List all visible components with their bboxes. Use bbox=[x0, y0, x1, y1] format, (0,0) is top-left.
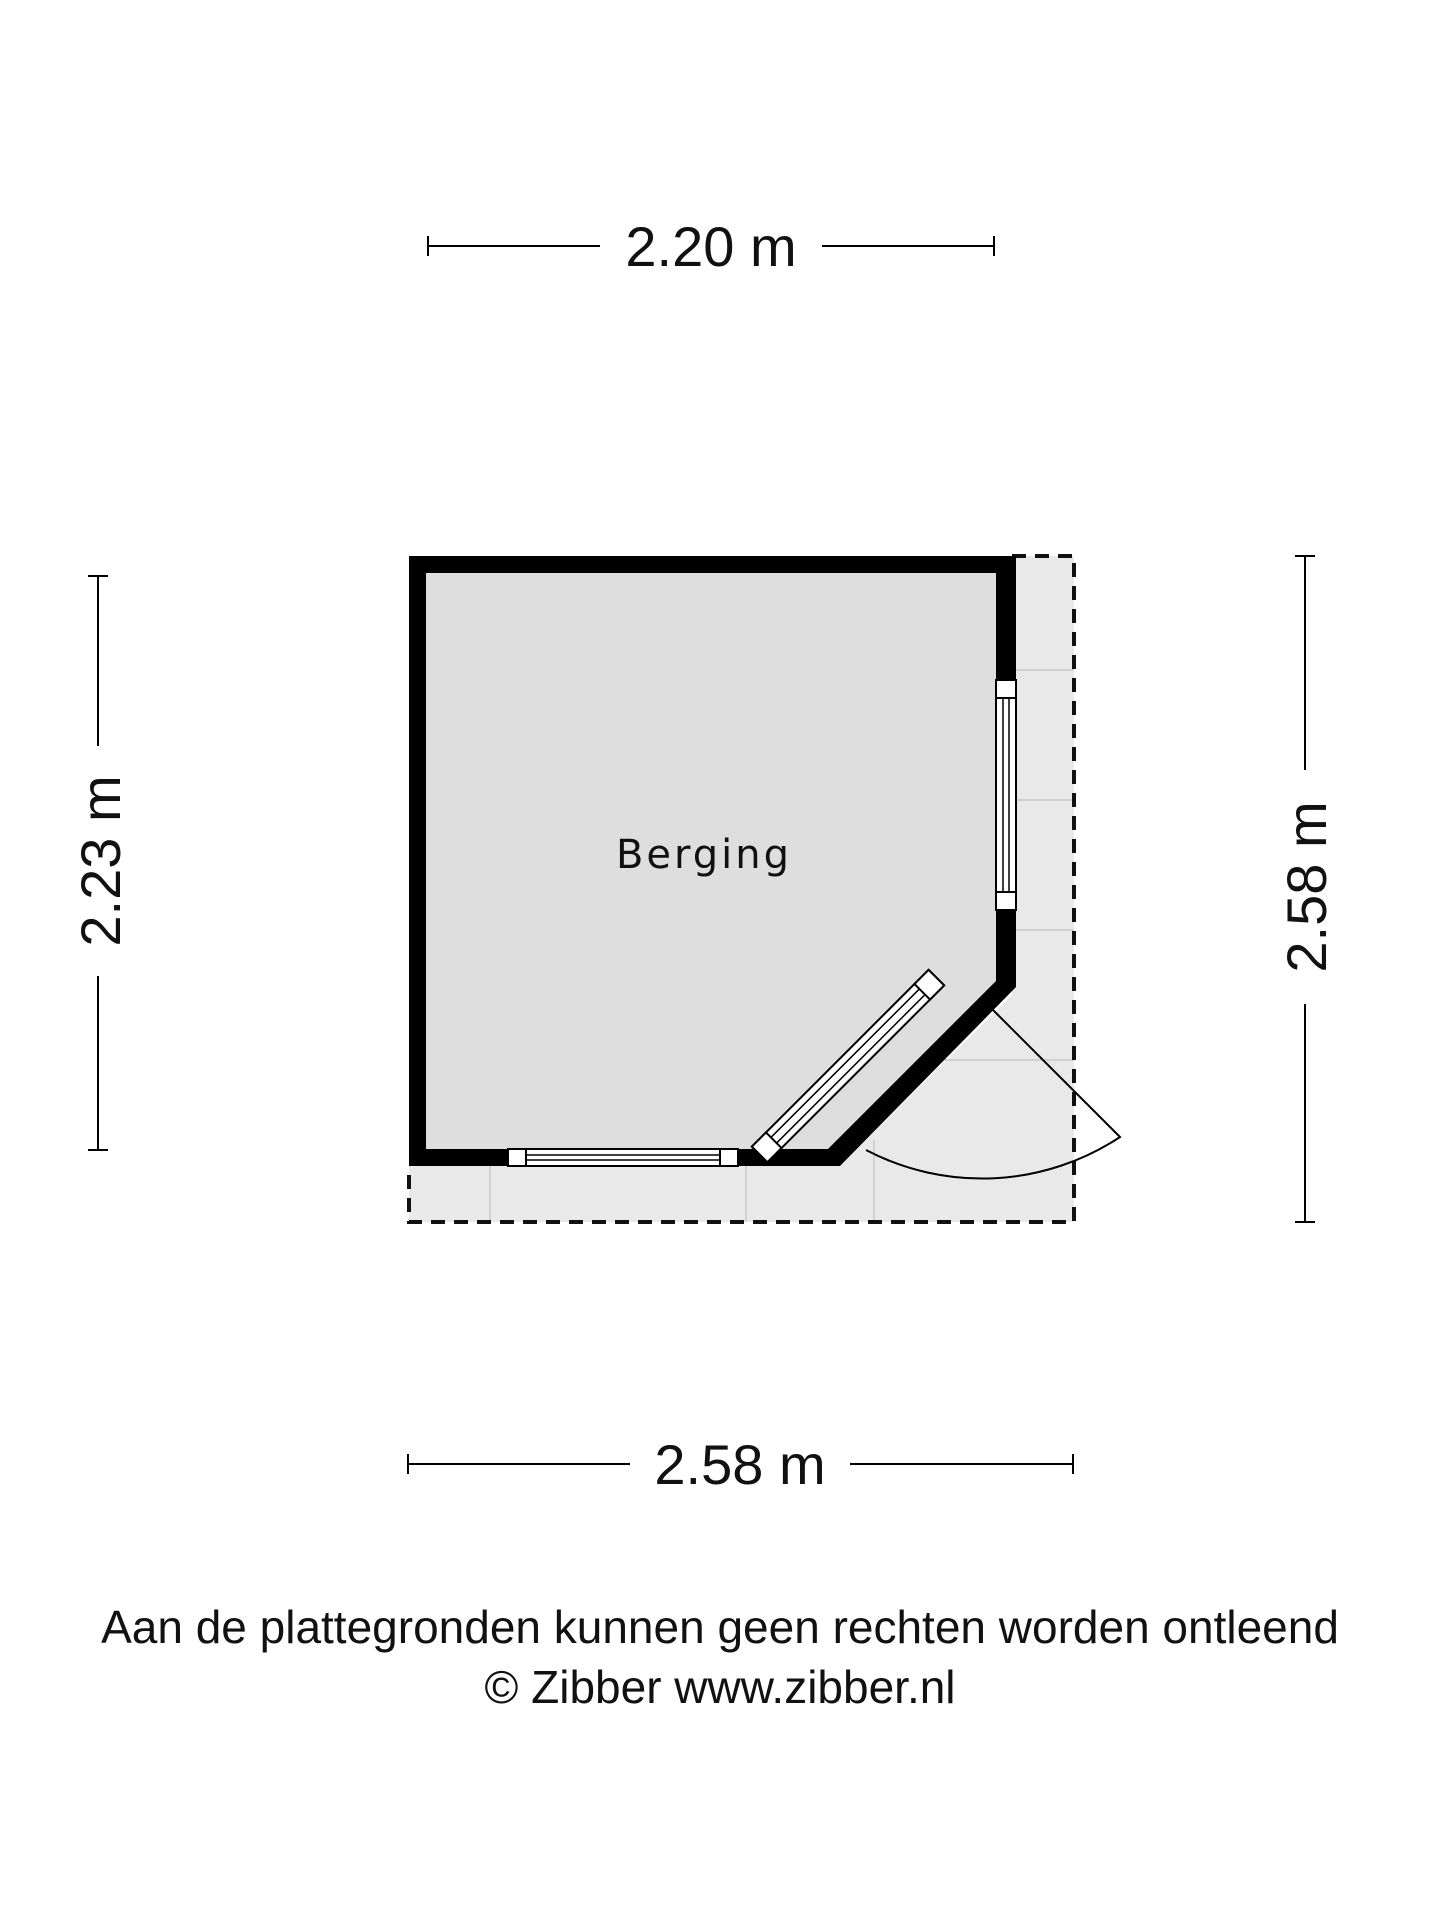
disclaimer-text: Aan de plattegronden kunnen geen rechten worden ontleend bbox=[101, 1601, 1339, 1653]
dimension-right-label: 2.58 m bbox=[1275, 801, 1338, 973]
dimension-right bbox=[1275, 556, 1338, 1222]
dimension-top bbox=[428, 215, 994, 278]
room-label: Berging bbox=[615, 832, 793, 878]
window-bottom bbox=[508, 1149, 738, 1166]
dimension-bottom-label: 2.58 m bbox=[654, 1433, 826, 1496]
window-right bbox=[996, 680, 1016, 910]
dimension-top-label: 2.20 m bbox=[625, 215, 797, 278]
dimension-left bbox=[69, 576, 132, 1150]
dimension-bottom bbox=[408, 1433, 1073, 1496]
dimension-left-label: 2.23 m bbox=[69, 775, 132, 947]
copyright-text: © Zibber www.zibber.nl bbox=[484, 1661, 956, 1713]
